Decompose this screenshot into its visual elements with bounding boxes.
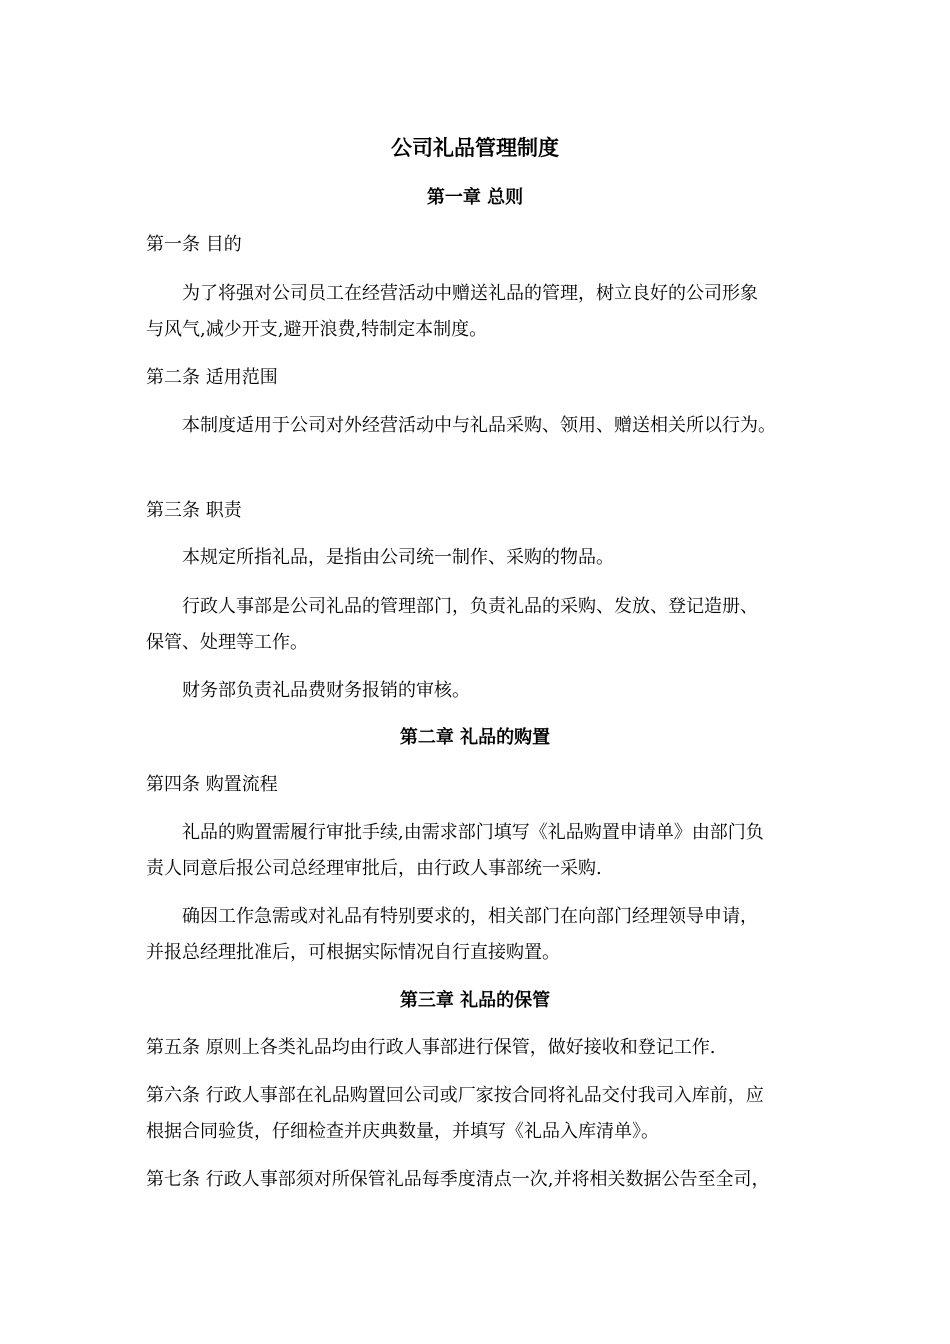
chapter-1-heading: 第一章 总则 <box>426 187 524 208</box>
article-4-heading: 第四条 购置流程 <box>146 774 278 795</box>
article-4-paragraph-1-line-2: 责人同意后报公司总经理审批后，由行政人事部统一采购. <box>146 858 602 879</box>
article-6-text-line-1: 第六条 行政人事部在礼品购置回公司或厂家按合同将礼品交付我司入库前，应 <box>146 1085 764 1106</box>
article-3-paragraph-2-line-2: 保管、处理等工作。 <box>146 632 308 653</box>
chapter-2-heading: 第二章 礼品的购置 <box>399 727 551 748</box>
article-3-heading: 第三条 职责 <box>146 500 242 521</box>
article-3-paragraph-3: 财务部负责礼品费财务报销的审核。 <box>182 680 470 701</box>
article-1-text-line-1: 为了将强对公司员工在经营活动中赠送礼品的管理，树立良好的公司形象 <box>182 283 758 304</box>
article-4-paragraph-2-line-1: 确因工作急需或对礼品有特别要求的，相关部门在向部门经理领导申请， <box>182 906 758 927</box>
document-title: 公司礼品管理制度 <box>391 135 559 160</box>
article-1-heading: 第一条 目的 <box>146 234 242 255</box>
article-7-text-line-1: 第七条 行政人事部须对所保管礼品每季度清点一次,并将相关数据公告至全司， <box>146 1169 770 1190</box>
article-3-paragraph-1: 本规定所指礼品，是指由公司统一制作、采购的物品。 <box>182 547 614 568</box>
article-3-paragraph-2-line-1: 行政人事部是公司礼品的管理部门，负责礼品的采购、发放、登记造册、 <box>182 596 758 617</box>
chapter-3-heading: 第三章 礼品的保管 <box>399 990 551 1011</box>
article-4-paragraph-2-line-2: 并报总经理批准后，可根据实际情况自行直接购置。 <box>146 942 560 963</box>
article-5-text: 第五条 原则上各类礼品均由行政人事部进行保管，做好接收和登记工作. <box>146 1037 716 1058</box>
article-2-heading: 第二条 适用范围 <box>146 367 278 388</box>
article-2-text: 本制度适用于公司对外经营活动中与礼品采购、领用、赠送相关所以行为。 <box>182 415 776 436</box>
article-1-text-line-2: 与风气,减少开支,避开浪费,特制定本制度。 <box>146 319 488 340</box>
article-6-text-line-2: 根据合同验货，仔细检查并庆典数量，并填写《礼品入库清单》。 <box>146 1121 659 1142</box>
article-4-paragraph-1-line-1: 礼品的购置需履行审批手续,由需求部门填写《礼品购置申请单》由部门负 <box>182 822 764 843</box>
